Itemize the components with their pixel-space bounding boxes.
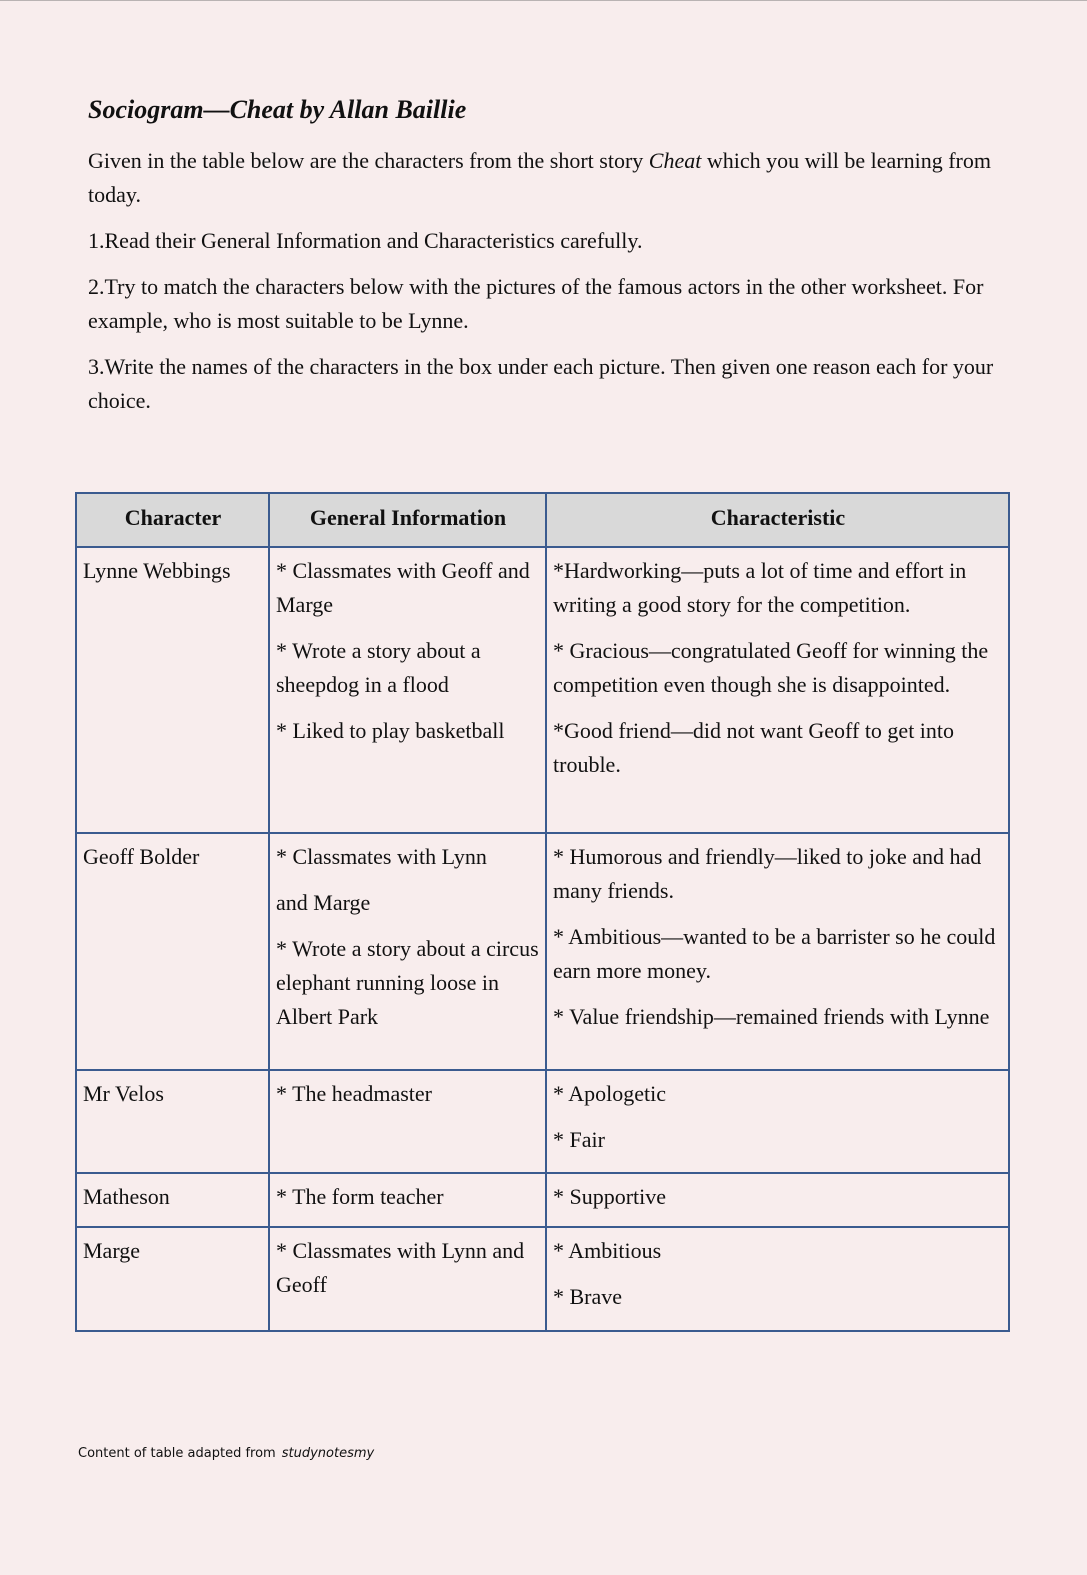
table-row: [76, 1227, 1009, 1331]
instruction-2: 2.Try to match the characters below with the pictures of the famous actors in the other worksheet. For example, who is most suitable to be Lynne.: [88, 274, 984, 333]
table-header-row: [76, 493, 1009, 547]
characteristic-cell: [546, 1070, 1009, 1173]
info-item: * The form teacher: [276, 1184, 444, 1209]
intro-text: Given in the table below are the characters from the short story: [88, 148, 649, 173]
info-item: and Marge: [276, 890, 371, 915]
credit-source: studynotesmy: [281, 1446, 375, 1461]
character-table: [75, 492, 1010, 1332]
trait-item: * Supportive: [553, 1184, 667, 1209]
table-row: [76, 833, 1009, 1070]
trait-item: *Hardworking—puts a lot of time and effort in writing a good story for the competition.: [553, 558, 967, 617]
table-row: [76, 1070, 1009, 1173]
general-info-cell: [269, 1173, 546, 1227]
characteristic-cell: [546, 1173, 1009, 1227]
source-credit: [78, 1446, 374, 1461]
info-item: * Wrote a story about a circus elephant running loose in Albert Park: [276, 936, 539, 1029]
intro-paragraph: [88, 144, 998, 212]
info-item: * Classmates with Geoff and Marge: [276, 558, 530, 617]
credit-text: Content of table adapted from: [78, 1446, 276, 1461]
general-info-cell: [269, 1070, 546, 1173]
page-top-border: [0, 0, 1087, 1]
info-item: * Classmates with Lynn: [276, 844, 487, 869]
info-item: * Classmates with Lynn and Geoff: [276, 1238, 525, 1297]
table-row: [76, 547, 1009, 833]
trait-item: * Fair: [553, 1127, 605, 1152]
header-character: Character: [76, 493, 269, 547]
story-title: Cheat: [648, 148, 702, 173]
info-item: * The headmaster: [276, 1081, 432, 1106]
character-name: Mr Velos: [76, 1070, 269, 1173]
header-general-information: General Information: [269, 493, 546, 547]
trait-item: * Humorous and friendly—liked to joke and had many friends.: [553, 844, 982, 903]
table-row: [76, 1173, 1009, 1227]
trait-item: *Good friend—did not want Geoff to get into trouble.: [553, 718, 955, 777]
general-info-cell: [269, 547, 546, 833]
instruction-1: 1.Read their General Information and Characteristics carefully.: [88, 228, 643, 253]
character-name: Geoff Bolder: [76, 833, 269, 1070]
instructions: [88, 144, 998, 430]
page-title: Sociogram—Cheat by Allan Baillie: [88, 95, 467, 124]
info-item: * Wrote a story about a sheepdog in a flood: [276, 638, 481, 697]
character-name: Lynne Webbings: [76, 547, 269, 833]
instruction-3: 3.Write the names of the characters in the box under each picture. Then given one reason each for your choice.: [88, 354, 994, 413]
trait-item: * Apologetic: [553, 1081, 667, 1106]
general-info-cell: [269, 1227, 546, 1331]
trait-item: * Gracious—congratulated Geoff for winning the competition even though she is disappointed.: [553, 638, 989, 697]
trait-item: * Value friendship—remained friends with Lynne: [553, 1004, 990, 1029]
character-name: Marge: [76, 1227, 269, 1331]
characteristic-cell: [546, 833, 1009, 1070]
trait-item: * Brave: [553, 1284, 623, 1309]
header-characteristic: Characteristic: [546, 493, 1009, 547]
trait-item: * Ambitious—wanted to be a barrister so he could earn more money.: [553, 924, 996, 983]
intro-text: which you will be learning from today.: [88, 148, 991, 207]
characteristic-cell: [546, 547, 1009, 833]
character-name: Matheson: [76, 1173, 269, 1227]
general-info-cell: [269, 833, 546, 1070]
trait-item: * Ambitious: [553, 1238, 662, 1263]
characteristic-cell: [546, 1227, 1009, 1331]
info-item: * Liked to play basketball: [276, 718, 505, 743]
